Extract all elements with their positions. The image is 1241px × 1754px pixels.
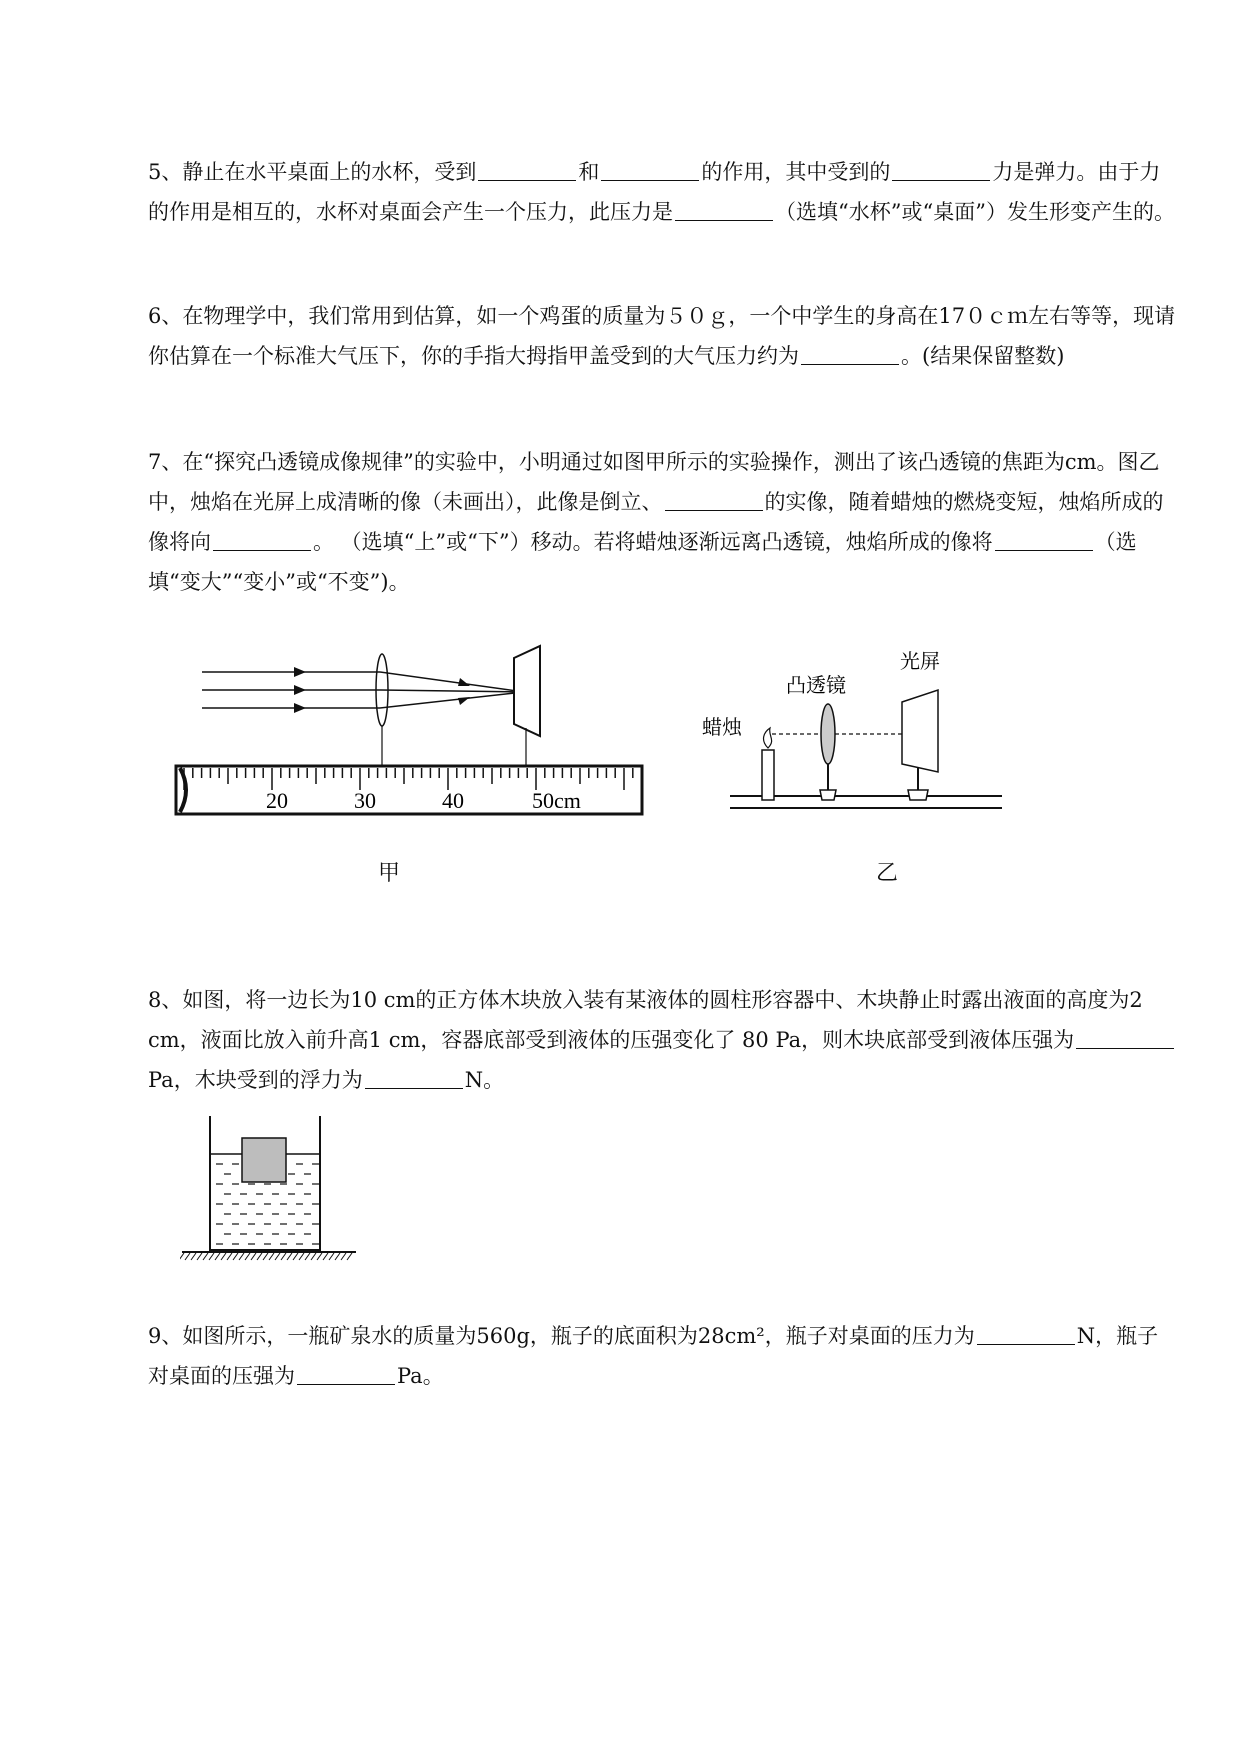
- q8-text-1: 8、如图，将一边长为10 cm的正方体木块放入装有某液体的圆柱形容器中、木块静止时露出液面的高度为2 cm，液面比放入前升高1 cm，容器底部受到液体的压强变化了 80 Pa，则木块底部受到液体压强为: [148, 988, 1143, 1052]
- question-8: [148, 980, 1178, 1100]
- ground-hatch-line: [203, 1253, 208, 1260]
- ground-hatch-line: [191, 1253, 196, 1260]
- q5-blank-4[interactable]: [675, 198, 773, 221]
- figure-yi-optical-bench: [690, 640, 1010, 820]
- ground-hatch-line: [215, 1253, 220, 1260]
- q7-text-3: 。 （选填“上”或“下”）移动。若将蜡烛逐渐远离凸透镜，烛焰所成的像将: [313, 530, 993, 554]
- wooden-block: [242, 1138, 286, 1182]
- caption-jia: 甲: [378, 861, 401, 886]
- label-candle: 蜡烛: [702, 715, 742, 739]
- ground-hatch-line: [209, 1253, 214, 1260]
- figure-jia-focal-length: [170, 640, 650, 840]
- q9-text-2: N，瓶子对桌面的压强为: [148, 1324, 1159, 1388]
- ground-hatch-line: [251, 1253, 256, 1260]
- q6-blank-1[interactable]: [801, 342, 899, 365]
- q8-blank-1[interactable]: [1076, 1026, 1174, 1049]
- screen: [514, 646, 540, 736]
- q5-text-4: 力是弹力。由于力的作用是相互的，水杯对桌面会产生一个压力，此压力是: [148, 160, 1161, 224]
- candle-flame: [764, 728, 772, 748]
- tick-label-40: 40: [442, 788, 464, 813]
- q5-blank-2[interactable]: [601, 158, 699, 181]
- q7-text-2: 的实像，随着蜡烛的燃烧变短，烛焰所成的像将向: [148, 490, 1164, 554]
- q8-blank-2[interactable]: [365, 1066, 463, 1089]
- candle: [762, 750, 774, 800]
- q7-blank-2[interactable]: [213, 528, 311, 551]
- ground-hatch-line: [311, 1253, 316, 1260]
- ground-hatch-line: [335, 1253, 340, 1260]
- question-7: [148, 442, 1178, 602]
- question-5: [148, 152, 1178, 232]
- refracted-ray-1: [380, 672, 524, 692]
- question-6: [148, 296, 1178, 376]
- q5-blank-3[interactable]: [892, 158, 990, 181]
- ground-hatch-line: [341, 1253, 346, 1260]
- ground-hatch-line: [347, 1253, 352, 1260]
- tick-label-30: 30: [354, 788, 376, 813]
- ground-hatch-line: [323, 1253, 328, 1260]
- q7-text-4: （选填“变大”“变小”或“不变”)。: [148, 530, 1137, 594]
- q7-text-1: 7、在“探究凸透镜成像规律”的实验中，小明通过如图甲所示的实验操作，测出了该凸透镜的焦距为cm。图乙中，烛焰在光屏上成清晰的像（未画出），此像是倒立、: [148, 450, 1160, 514]
- ground-hatch-line: [180, 1253, 184, 1260]
- ground-hatch-line: [317, 1253, 322, 1260]
- q9-blank-2[interactable]: [297, 1362, 395, 1385]
- ground-hatch-line: [275, 1253, 280, 1260]
- ground-hatch-line: [299, 1253, 304, 1260]
- q7-blank-1[interactable]: [665, 488, 763, 511]
- q8-text-2: Pa，木块受到的浮力为: [148, 1068, 363, 1092]
- ground-hatch-line: [239, 1253, 244, 1260]
- ground-hatch-line: [329, 1253, 334, 1260]
- tick-label-50cm: 50cm: [532, 788, 581, 813]
- q6-text-2: 。(结果保留整数): [901, 344, 1065, 368]
- refracted-ray-3: [380, 692, 524, 708]
- ground-hatch-line: [227, 1253, 232, 1260]
- q5-text-1: 5、静止在水平桌面上的水杯，受到: [148, 160, 477, 184]
- q5-blank-1[interactable]: [478, 158, 576, 181]
- light-screen: [902, 690, 938, 772]
- ground-hatch-line: [263, 1253, 268, 1260]
- container: [210, 1116, 320, 1250]
- q5-text-5: （选填“水杯”或“桌面”）发生形变产生的。: [775, 200, 1175, 224]
- question-9: [148, 1316, 1178, 1396]
- label-screen: 光屏: [900, 649, 940, 673]
- refracted-ray-2: [380, 690, 524, 692]
- q9-blank-1[interactable]: [977, 1322, 1075, 1345]
- q5-text-2: 和: [578, 160, 600, 184]
- ground-hatch-line: [257, 1253, 262, 1260]
- label-lens: 凸透镜: [786, 673, 846, 697]
- q5-text-3: 的作用，其中受到的: [701, 160, 891, 184]
- q6-text-1: 6、在物理学中，我们常用到估算，如一个鸡蛋的质量为５０ｇ，一个中学生的身高在17０ｃｍ左右等等，现请你估算在一个标准大气压下，你的手指大拇指甲盖受到的大气压力约为: [148, 304, 1176, 368]
- ground-hatch-line: [197, 1253, 202, 1260]
- ground-hatch-line: [293, 1253, 298, 1260]
- ground-hatch-line: [245, 1253, 250, 1260]
- ground-hatch-line: [287, 1253, 292, 1260]
- figure-floating-block: [180, 1112, 360, 1264]
- ground-hatch-line: [233, 1253, 238, 1260]
- q7-blank-3[interactable]: [995, 528, 1093, 551]
- caption-yi: 乙: [876, 861, 899, 886]
- ground-hatch-line: [221, 1253, 226, 1260]
- tick-label-20: 20: [266, 788, 288, 813]
- ground-hatch-line: [305, 1253, 310, 1260]
- ground-hatch-line: [269, 1253, 274, 1260]
- lens: [821, 704, 835, 764]
- q9-text-3: Pa。: [397, 1364, 444, 1388]
- ground-hatch-line: [185, 1253, 190, 1260]
- q9-text-1: 9、如图所示，一瓶矿泉水的质量为560g，瓶子的底面积为28cm²，瓶子对桌面的压力为: [148, 1324, 975, 1348]
- q8-text-3: N。: [464, 1068, 505, 1092]
- ground-hatch-line: [281, 1253, 286, 1260]
